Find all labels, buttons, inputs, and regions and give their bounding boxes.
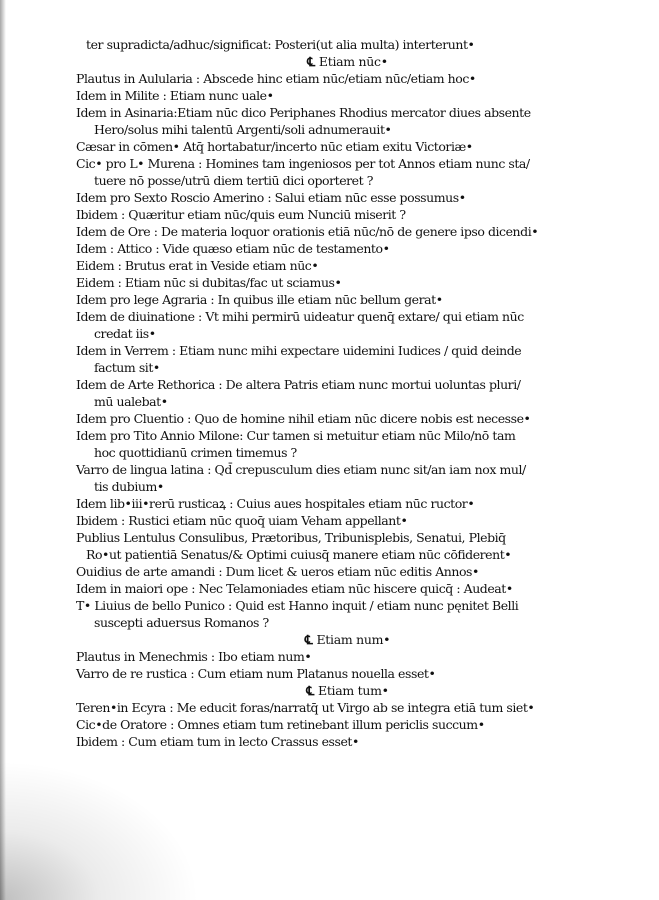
section-heading: [76, 631, 619, 648]
citation-line: Idem de diuinatione : Vt mihi permirū uideatur quenq̄ extare/ qui etiam nūc: [76, 309, 524, 324]
citation-continuation: mū ualebat•: [94, 394, 168, 409]
section-heading-text: Etiam tum•: [318, 683, 389, 698]
citation-line: Ouidius de arte amandi : Dum licet & ueros etiam nūc editis Annos•: [76, 564, 479, 579]
citation-line: Idem : Attico : Vide quæso etiam nūc de testamento•: [76, 241, 390, 256]
citation-line: Eidem : Brutus erat in Veside etiam nūc•: [76, 258, 319, 273]
citation-continuation: Hero/solus mihi talentū Argenti/soli adnumerauit•: [94, 122, 392, 137]
section-heading-text: Etiam num•: [316, 632, 391, 647]
citation-continuation: Ro•ut patientiā Senatus/& Optimi cuiusq̄ manere etiam nūc cōfiderent•: [86, 547, 512, 562]
citation-line: Varro de re rustica : Cum etiam num Platanus nouella esset•: [76, 666, 436, 681]
citation-line: Idem pro lege Agraria : In quibus ille etiam nūc bellum gerat•: [76, 292, 443, 307]
citation-continuation: credat iis•: [94, 326, 156, 341]
citation-line: Cic• pro L• Murena : Homines tam ingeniosos per tot Annos etiam nunc sta/: [76, 156, 530, 171]
citation-line: Ibidem : Quæritur etiam nūc/quis eum Nunciū miserit ?: [76, 207, 406, 222]
section-heading: [76, 53, 619, 70]
section-heading-text: Etiam nūc•: [318, 54, 388, 69]
citation-line: Idem pro Sexto Roscio Amerino : Salui etiam nūc esse possumus•: [76, 190, 466, 205]
citation-line: Idem pro Tito Annio Milone: Cur tamen si metuitur etiam nūc Milo/nō tam: [76, 428, 516, 443]
citation-line: Teren•in Ecyra : Me educit foras/narratq̄ ut Virgo ab se integra etiā tum siet•: [76, 700, 535, 715]
section-heading: [76, 682, 619, 699]
citation-line: Idem lib•iii•rerū rusticaꝝ : Cuius aues hospitales etiam nūc ructor•: [76, 496, 475, 511]
citation-line: ter supradicta/adhuc/significat: Posteri(ut alia multa) interterunt•: [86, 37, 475, 52]
citation-line: Plautus in Aulularia : Abscede hinc etiam nūc/etiam nūc/etiam hoc•: [76, 71, 476, 86]
pilcrow-icon: ℄: [304, 632, 313, 647]
citation-continuation: tuere nō posse/utrū diem tertiū dici oporteret ?: [94, 173, 373, 188]
citation-line: Idem in maiori ope : Nec Telamoniades etiam nūc hiscere quicq̄ : Audeat•: [76, 581, 513, 596]
citation-line: Idem in Verrem : Etiam nunc mihi expectare uidemini Iudices / quid deinde: [76, 343, 522, 358]
citation-line: Ibidem : Rustici etiam nūc quoq̄ uiam Veham appellant•: [76, 513, 408, 528]
citation-line: Cæsar in cōmen• Atq̄ hortabatur/incerto nūc etiam exitu Victoriæ•: [76, 139, 473, 154]
citation-line: Idem de Ore : De materia loquor orationis etiā nūc/nō de genere ipso dicendi•: [76, 224, 539, 239]
citation-continuation: hoc quottidianū crimen timemus ?: [94, 445, 297, 460]
citation-line: Eidem : Etiam nūc si dubitas/fac ut sciamus•: [76, 275, 342, 290]
citation-line: Idem in Asinaria:Etiam nūc dico Periphanes Rhodius mercator diues absente: [76, 105, 531, 120]
pilcrow-icon: ℄: [307, 54, 315, 69]
citation-continuation: suscepti aduersus Romanos ?: [94, 615, 269, 630]
citation-continuation: tis dubium•: [94, 479, 164, 494]
citation-line: Idem de Arte Rethorica : De altera Patris etiam nunc mortui uoluntas pluri/: [76, 377, 521, 392]
citation-line: Varro de lingua latina : Qd̄ crepusculum dies etiam nunc sit/an iam nox mul/: [76, 462, 526, 477]
citation-line: Idem pro Cluentio : Quo de homine nihil etiam nūc dicere nobis est necesse•: [76, 411, 531, 426]
citation-line: Ibidem : Cum etiam tum in lecto Crassus esset•: [76, 734, 359, 749]
citation-line: Cic•de Oratore : Omnes etiam tum retinebant illum periclis succum•: [76, 717, 485, 732]
pilcrow-icon: ℄: [306, 683, 314, 698]
citation-line: T• Liuius de bello Punico : Quid est Hanno inquit / etiam nunc pęnitet Belli: [76, 598, 519, 613]
citation-line: Plautus in Menechmis : Ibo etiam num•: [76, 649, 312, 664]
scan-speckle: [0, 760, 200, 900]
citation-line: Publius Lentulus Consulibus, Prætoribus, Tribunisplebis, Senatui, Plebiq̄: [76, 530, 506, 545]
citation-line: Idem in Milite : Etiam nunc uale•: [76, 88, 274, 103]
citation-continuation: factum sit•: [94, 360, 160, 375]
